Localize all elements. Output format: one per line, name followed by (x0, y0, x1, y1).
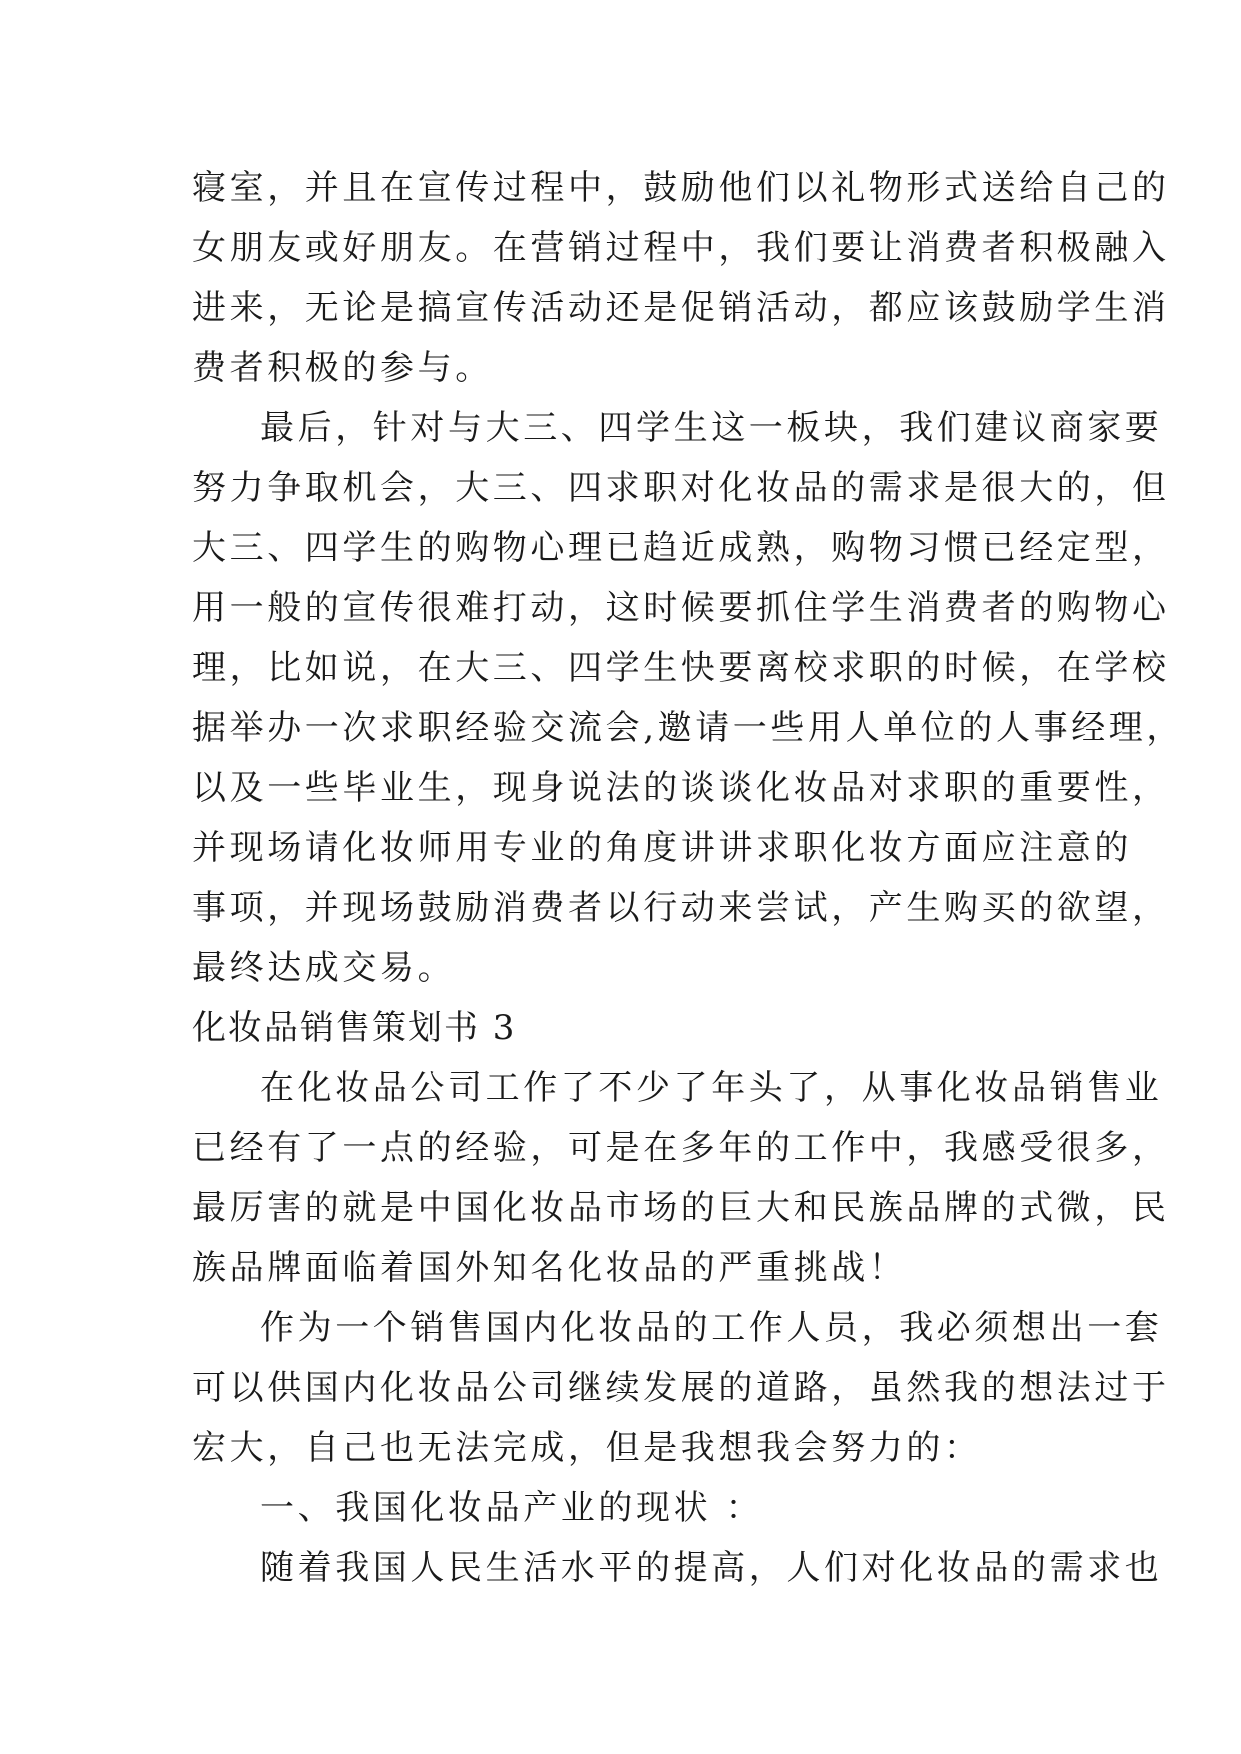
paragraph-first-line: 随着我国人民生活水平的提高，人们对化妆品的需求也 (260, 1548, 1163, 1588)
document-body (192, 158, 1185, 1598)
paragraph-first-line: 作为一个销售国内化妆品的工作人员，我必须想出一套 (260, 1308, 1163, 1348)
list-item-heading: 一、我国化妆品产业的现状 ： (260, 1488, 764, 1528)
text-line: 努力争取机会，大三、四求职对化妆品的需求是很大的，但 (192, 468, 1170, 508)
text-line: 可以供国内化妆品公司继续发展的道路，虽然我的想法过于 (192, 1368, 1170, 1408)
text-line: 已经有了一点的经验，可是在多年的工作中，我感受很多， (192, 1128, 1170, 1168)
paragraph-first-line: 在化妆品公司工作了不少了年头了，从事化妆品销售业 (260, 1068, 1163, 1108)
text-line: 族品牌面临着国外知名化妆品的严重挑战！ (192, 1248, 907, 1288)
paragraph-first-line: 最后，针对与大三、四学生这一板块，我们建议商家要 (260, 408, 1163, 448)
text-line: 费者积极的参与。 (192, 348, 493, 388)
text-line: 用一般的宣传很难打动，这时候要抓住学生消费者的购物心 (192, 588, 1170, 628)
text-line: 寝室，并且在宣传过程中，鼓励他们以礼物形式送给自己的 (192, 168, 1170, 208)
text-line: 理，比如说，在大三、四学生快要离校求职的时候，在学校 (192, 648, 1170, 688)
text-line: 大三、四学生的购物心理已趋近成熟，购物习惯已经定型， (192, 528, 1170, 568)
text-line: 并现场请化妆师用专业的角度讲讲求职化妆方面应注意的 (192, 828, 1132, 868)
text-line: 进来，无论是搞宣传活动还是促销活动，都应该鼓励学生消 (192, 288, 1170, 328)
section-heading: 化妆品销售策划书 3 (192, 1008, 517, 1048)
text-line: 最厉害的就是中国化妆品市场的巨大和民族品牌的式微，民 (192, 1188, 1170, 1228)
text-line: 据举办一次求职经验交流会,邀请一些用人单位的人事经理， (192, 708, 1185, 748)
text-line: 最终达成交易。 (192, 948, 456, 988)
text-line: 女朋友或好朋友。在营销过程中，我们要让消费者积极融入 (192, 228, 1170, 268)
text-line: 事项，并现场鼓励消费者以行动来尝试，产生购买的欲望， (192, 888, 1170, 928)
text-line: 宏大，自己也无法完成，但是我想我会努力的： (192, 1428, 982, 1468)
text-line: 以及一些毕业生，现身说法的谈谈化妆品对求职的重要性， (192, 768, 1170, 808)
